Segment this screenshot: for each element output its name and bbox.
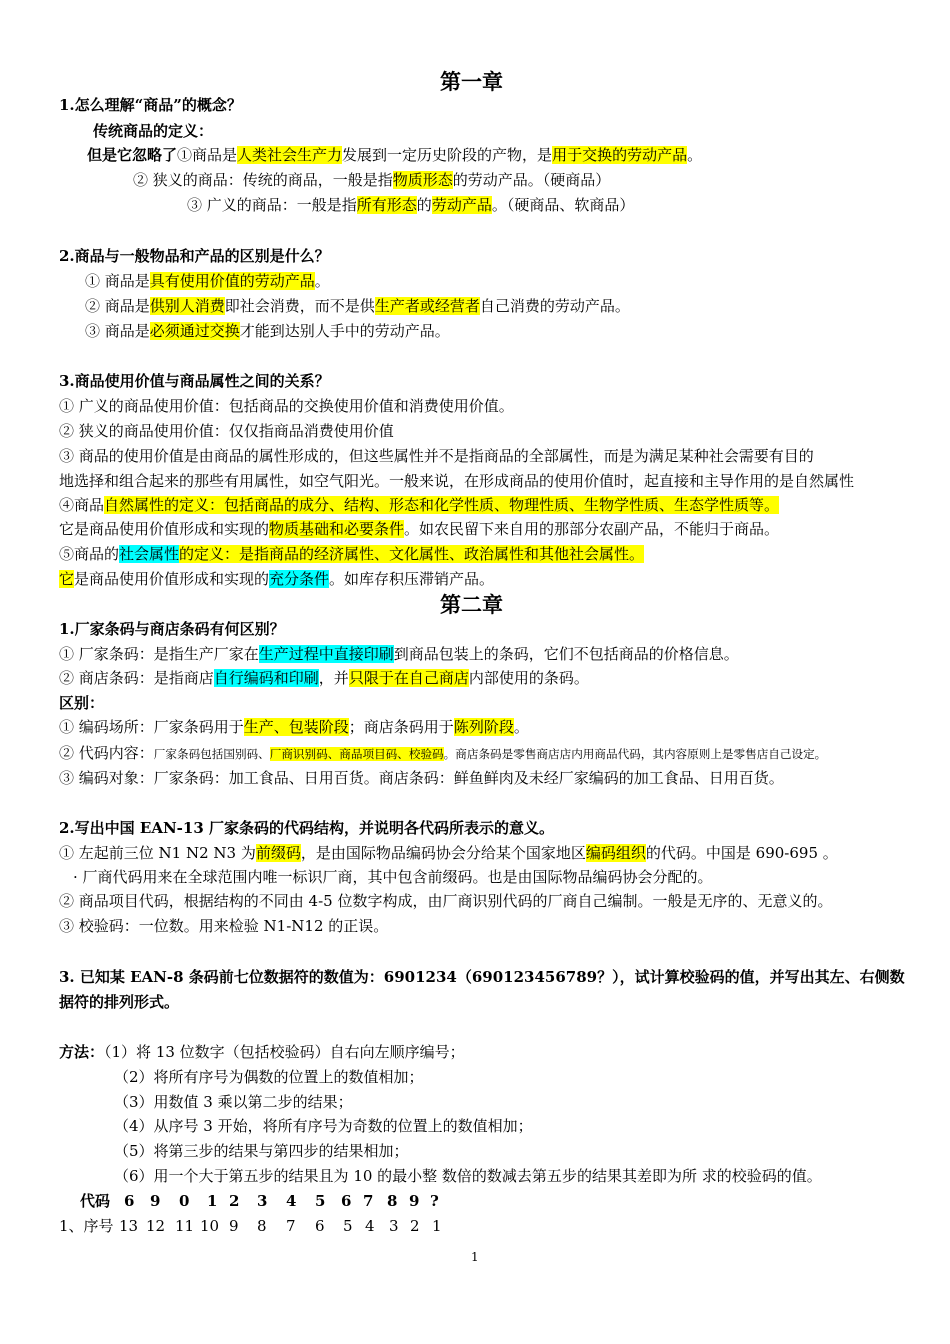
text: ① 厂家条码：是指生产厂家在 <box>59 645 259 663</box>
ch2-q1-line4 <box>59 742 826 764</box>
text: 。如农民留下来自用的那部分农副产品，不能归于商品。 <box>404 520 780 538</box>
text: ④商品 <box>59 496 105 514</box>
ch1-q3-line2: ② 狭义的商品使用价值：仅仅指商品消费使用价值 <box>59 422 394 440</box>
highlight: 物质形态 <box>392 171 453 189</box>
text: ② 代码内容： <box>59 744 154 762</box>
code-row <box>80 1190 439 1212</box>
ch2-q1-heading: 1.厂家条码与商店条码有何区别？ <box>59 620 285 638</box>
text: 即社会消费，而不是供 <box>224 297 375 315</box>
ch2-q3-method-step4: （4）从序号 3 开始，将所有序号为奇数的位置上的数值相加； <box>114 1117 533 1135</box>
text: 自己消费的劳动产品。 <box>479 297 630 315</box>
ch1-q2-line1 <box>85 270 330 292</box>
text: ③ 商品是 <box>85 322 150 340</box>
ch2-q2-line1 <box>59 842 838 864</box>
ch1-q3-line4: 地选择和组合起来的那些有用属性，如空气阳光。一般来说，在形成商品的使用价值时，起直接和主导作用的是自然属性 <box>59 472 855 490</box>
ch2-q2-heading: 2.写出中国 EAN-13 厂家条码的代码结构，并说明各代码所表示的意义。 <box>59 819 554 837</box>
ch1-q3-line7 <box>59 543 644 565</box>
ch1-q1-line1 <box>87 144 702 166</box>
text: 内部使用的条码。 <box>468 669 589 687</box>
highlight: 厂商识别码、商品项目码、校验码 <box>269 747 444 761</box>
text: ，并 <box>318 669 349 687</box>
text: 的代码。中国是 690-695 。 <box>645 844 838 862</box>
text: 。 <box>314 272 330 290</box>
highlight: 物质基础和必要条件 <box>269 520 405 538</box>
sequence-number: 7 <box>286 1217 296 1235</box>
highlight: 编码组织 <box>585 844 646 862</box>
highlight: 自然属性的定义：包括商品的成分、结构、形态和化学性质、物理性质、生物学性质、生态学性质等。 <box>104 496 780 514</box>
text: ① 左起前三位 N1 N2 N3 为 <box>59 844 256 862</box>
code-digit: 4 <box>286 1192 297 1210</box>
page-number: 1 <box>471 1250 479 1264</box>
text: （1）将 13 位数字（包括校验码）自右向左顺序编号； <box>104 1043 465 1061</box>
highlight: 生产过程中直接印刷 <box>258 645 394 663</box>
sequence-number: 6 <box>315 1217 325 1235</box>
highlight: 自行编码和印刷 <box>213 669 319 687</box>
text: 是商品使用价值形成和实现的 <box>74 570 270 588</box>
text: ①商品是 <box>177 146 238 164</box>
ch2-q1-line2 <box>59 667 589 689</box>
code-digit: 2 <box>229 1192 240 1210</box>
ch1-q3-line8 <box>59 568 494 590</box>
ch2-q3-method-step6: （6）用一个大于第五步的结果且为 10 的最小整 数倍的数减去第五步的结果其差即为所 求的校验码的值。 <box>114 1167 822 1185</box>
highlight: 只限于在自己商店 <box>348 669 469 687</box>
text: 它是商品使用价值形成和实现的 <box>59 520 270 538</box>
text: 厂家条码包括国别码、 <box>153 747 270 761</box>
code-digit: 6 <box>341 1192 352 1210</box>
chapter-1-title: 第一章 <box>440 69 503 94</box>
code-digit: 8 <box>387 1192 398 1210</box>
highlight: 陈列阶段 <box>453 718 514 736</box>
text: 。（硬商品、软商品） <box>491 196 635 214</box>
text: ② 狭义的商品：传统的商品，一般是指 <box>133 171 393 189</box>
ch1-q3-line1: ① 广义的商品使用价值：包括商品的交换使用价值和消费使用价值。 <box>59 397 514 415</box>
ch1-q1-line3 <box>187 194 634 216</box>
text: ② 商品是 <box>85 297 150 315</box>
text: 。 <box>513 718 529 736</box>
text: ；商店条码用于 <box>348 718 454 736</box>
sequence-number: 9 <box>229 1217 239 1235</box>
ch2-q3-heading-line1: 3. 已知某 EAN-8 条码前七位数据符的数值为：6901234（690123456789？），试计算校验码的值，并写出其左、右侧数 <box>59 968 905 986</box>
code-digit: ? <box>430 1192 439 1210</box>
code-digit: 6 <box>124 1192 135 1210</box>
sequence-number: 3 <box>389 1217 399 1235</box>
text: ② 商店条码：是指商店 <box>59 669 214 687</box>
text: ① 商品是 <box>85 272 150 290</box>
code-digit: 3 <box>257 1192 268 1210</box>
ch2-q1-difference-label: 区别： <box>59 694 105 712</box>
sequence-number: 12 <box>146 1217 166 1235</box>
sequence-number: 13 <box>119 1217 139 1235</box>
highlight: 它 <box>59 570 75 588</box>
highlight: 生产者或经营者 <box>374 297 480 315</box>
ch1-q3-heading: 3.商品使用价值与商品属性之间的关系？ <box>59 372 330 390</box>
highlight: 供别人消费 <box>149 297 225 315</box>
ch1-q3-line5 <box>59 494 779 516</box>
highlight: 必须通过交换 <box>149 322 240 340</box>
code-digit: 9 <box>409 1192 420 1210</box>
ch1-q2-heading: 2.商品与一般物品和产品的区别是什么？ <box>59 247 330 265</box>
ch1-q1-heading: 1.怎么理解“商品”的概念？ <box>59 96 242 114</box>
ch2-q3-method-step2: （2）将所有序号为偶数的位置上的数值相加； <box>114 1068 424 1086</box>
method-label: 方法： <box>59 1043 105 1061</box>
highlight: 生产、包装阶段 <box>243 718 349 736</box>
text: 发展到一定历史阶段的产物，是 <box>342 146 553 164</box>
ch2-q3-method-step1 <box>59 1041 465 1063</box>
sequence-number: 5 <box>343 1217 353 1235</box>
code-label: 代码 <box>80 1192 111 1210</box>
text: 到商品包装上的条码，它们不包括商品的价格信息。 <box>393 645 739 663</box>
sequence-number: 1 <box>432 1217 442 1235</box>
highlight: 人类社会生产力 <box>237 146 343 164</box>
ch1-q2-line3 <box>85 320 450 342</box>
text: 。如库存积压滞销产品。 <box>329 570 495 588</box>
ch1-q1-line2 <box>133 169 610 191</box>
text: 才能到达别人手中的劳动产品。 <box>239 322 450 340</box>
highlight: 用于交换的劳动产品 <box>552 146 688 164</box>
highlight: 的定义：是指商品的经济属性、文化属性、政治属性和其他社会属性。 <box>179 545 645 563</box>
sequence-number: 2 <box>410 1217 420 1235</box>
chapter-2-title: 第二章 <box>440 592 503 617</box>
highlight: 充分条件 <box>269 570 330 588</box>
text: ，是由国际物品编码协会分给某个国家地区 <box>300 844 586 862</box>
ch2-q1-line3 <box>59 716 529 738</box>
highlight: 前缀码 <box>255 844 301 862</box>
highlight: 具有使用价值的劳动产品 <box>149 272 315 290</box>
sequence-number: 4 <box>365 1217 375 1235</box>
code-digit: 7 <box>363 1192 374 1210</box>
highlight: 劳动产品 <box>431 196 492 214</box>
ch2-q2-line3: ② 商品项目代码，根据结构的不同由 4-5 位数字构成，由厂商识别代码的厂商自己编制。一般是无序的、无意义的。 <box>59 892 833 910</box>
sequence-row <box>59 1215 442 1237</box>
text: 。商店条码是零售商店店内用商品代码，其内容原则上是零售店自己设定。 <box>443 747 827 761</box>
text: ③ 广义的商品：一般是指 <box>187 196 357 214</box>
ch1-q3-line6 <box>59 518 779 540</box>
sequence-number: 10 <box>200 1217 220 1235</box>
ch2-q1-line1 <box>59 643 739 665</box>
ch2-q3-heading-line2: 据符的排列形式。 <box>59 993 180 1011</box>
highlight: 社会属性 <box>119 545 180 563</box>
code-digit: 9 <box>150 1192 161 1210</box>
code-digit: 5 <box>315 1192 326 1210</box>
code-digit: 1 <box>207 1192 218 1210</box>
sequence-number: 8 <box>257 1217 267 1235</box>
text: 。 <box>687 146 703 164</box>
text: 的 <box>416 196 432 214</box>
ch2-q2-line4: ③ 校验码：一位数。用来检验 N1-N12 的正误。 <box>59 917 389 935</box>
ch2-q1-line5: ③ 编码对象：厂家条码：加工食品、日用百货。商店条码：鲜鱼鲜肉及未经厂家编码的加工食品、日用百货。 <box>59 769 784 787</box>
text: ① 编码场所：厂家条码用于 <box>59 718 244 736</box>
code-digit: 0 <box>179 1192 190 1210</box>
highlight: 所有形态 <box>356 196 417 214</box>
ch2-q2-line2: · 厂商代码用来在全球范围内唯一标识厂商，其中包含前缀码。也是由国际物品编码协会分配的。 <box>73 868 713 886</box>
ch2-q3-method-step3: （3）用数值 3 乘以第二步的结果； <box>114 1093 353 1111</box>
sequence-number: 11 <box>175 1217 195 1235</box>
text: 但是它忽略了 <box>87 146 178 164</box>
ch1-q2-line2 <box>85 295 630 317</box>
text: 的劳动产品。（硬商品） <box>452 171 611 189</box>
ch2-q3-method-step5: （5）将第三步的结果与第四步的结果相加； <box>114 1142 409 1160</box>
sequence-label: 1、序号 <box>59 1217 114 1235</box>
text: ⑤商品的 <box>59 545 120 563</box>
ch1-q3-line3: ③ 商品的使用价值是由商品的属性形成的，但这些属性并不是指商品的全部属性，而是为满足某种社会需要有目的 <box>59 447 814 465</box>
ch1-q1-subheading: 传统商品的定义： <box>93 122 214 140</box>
